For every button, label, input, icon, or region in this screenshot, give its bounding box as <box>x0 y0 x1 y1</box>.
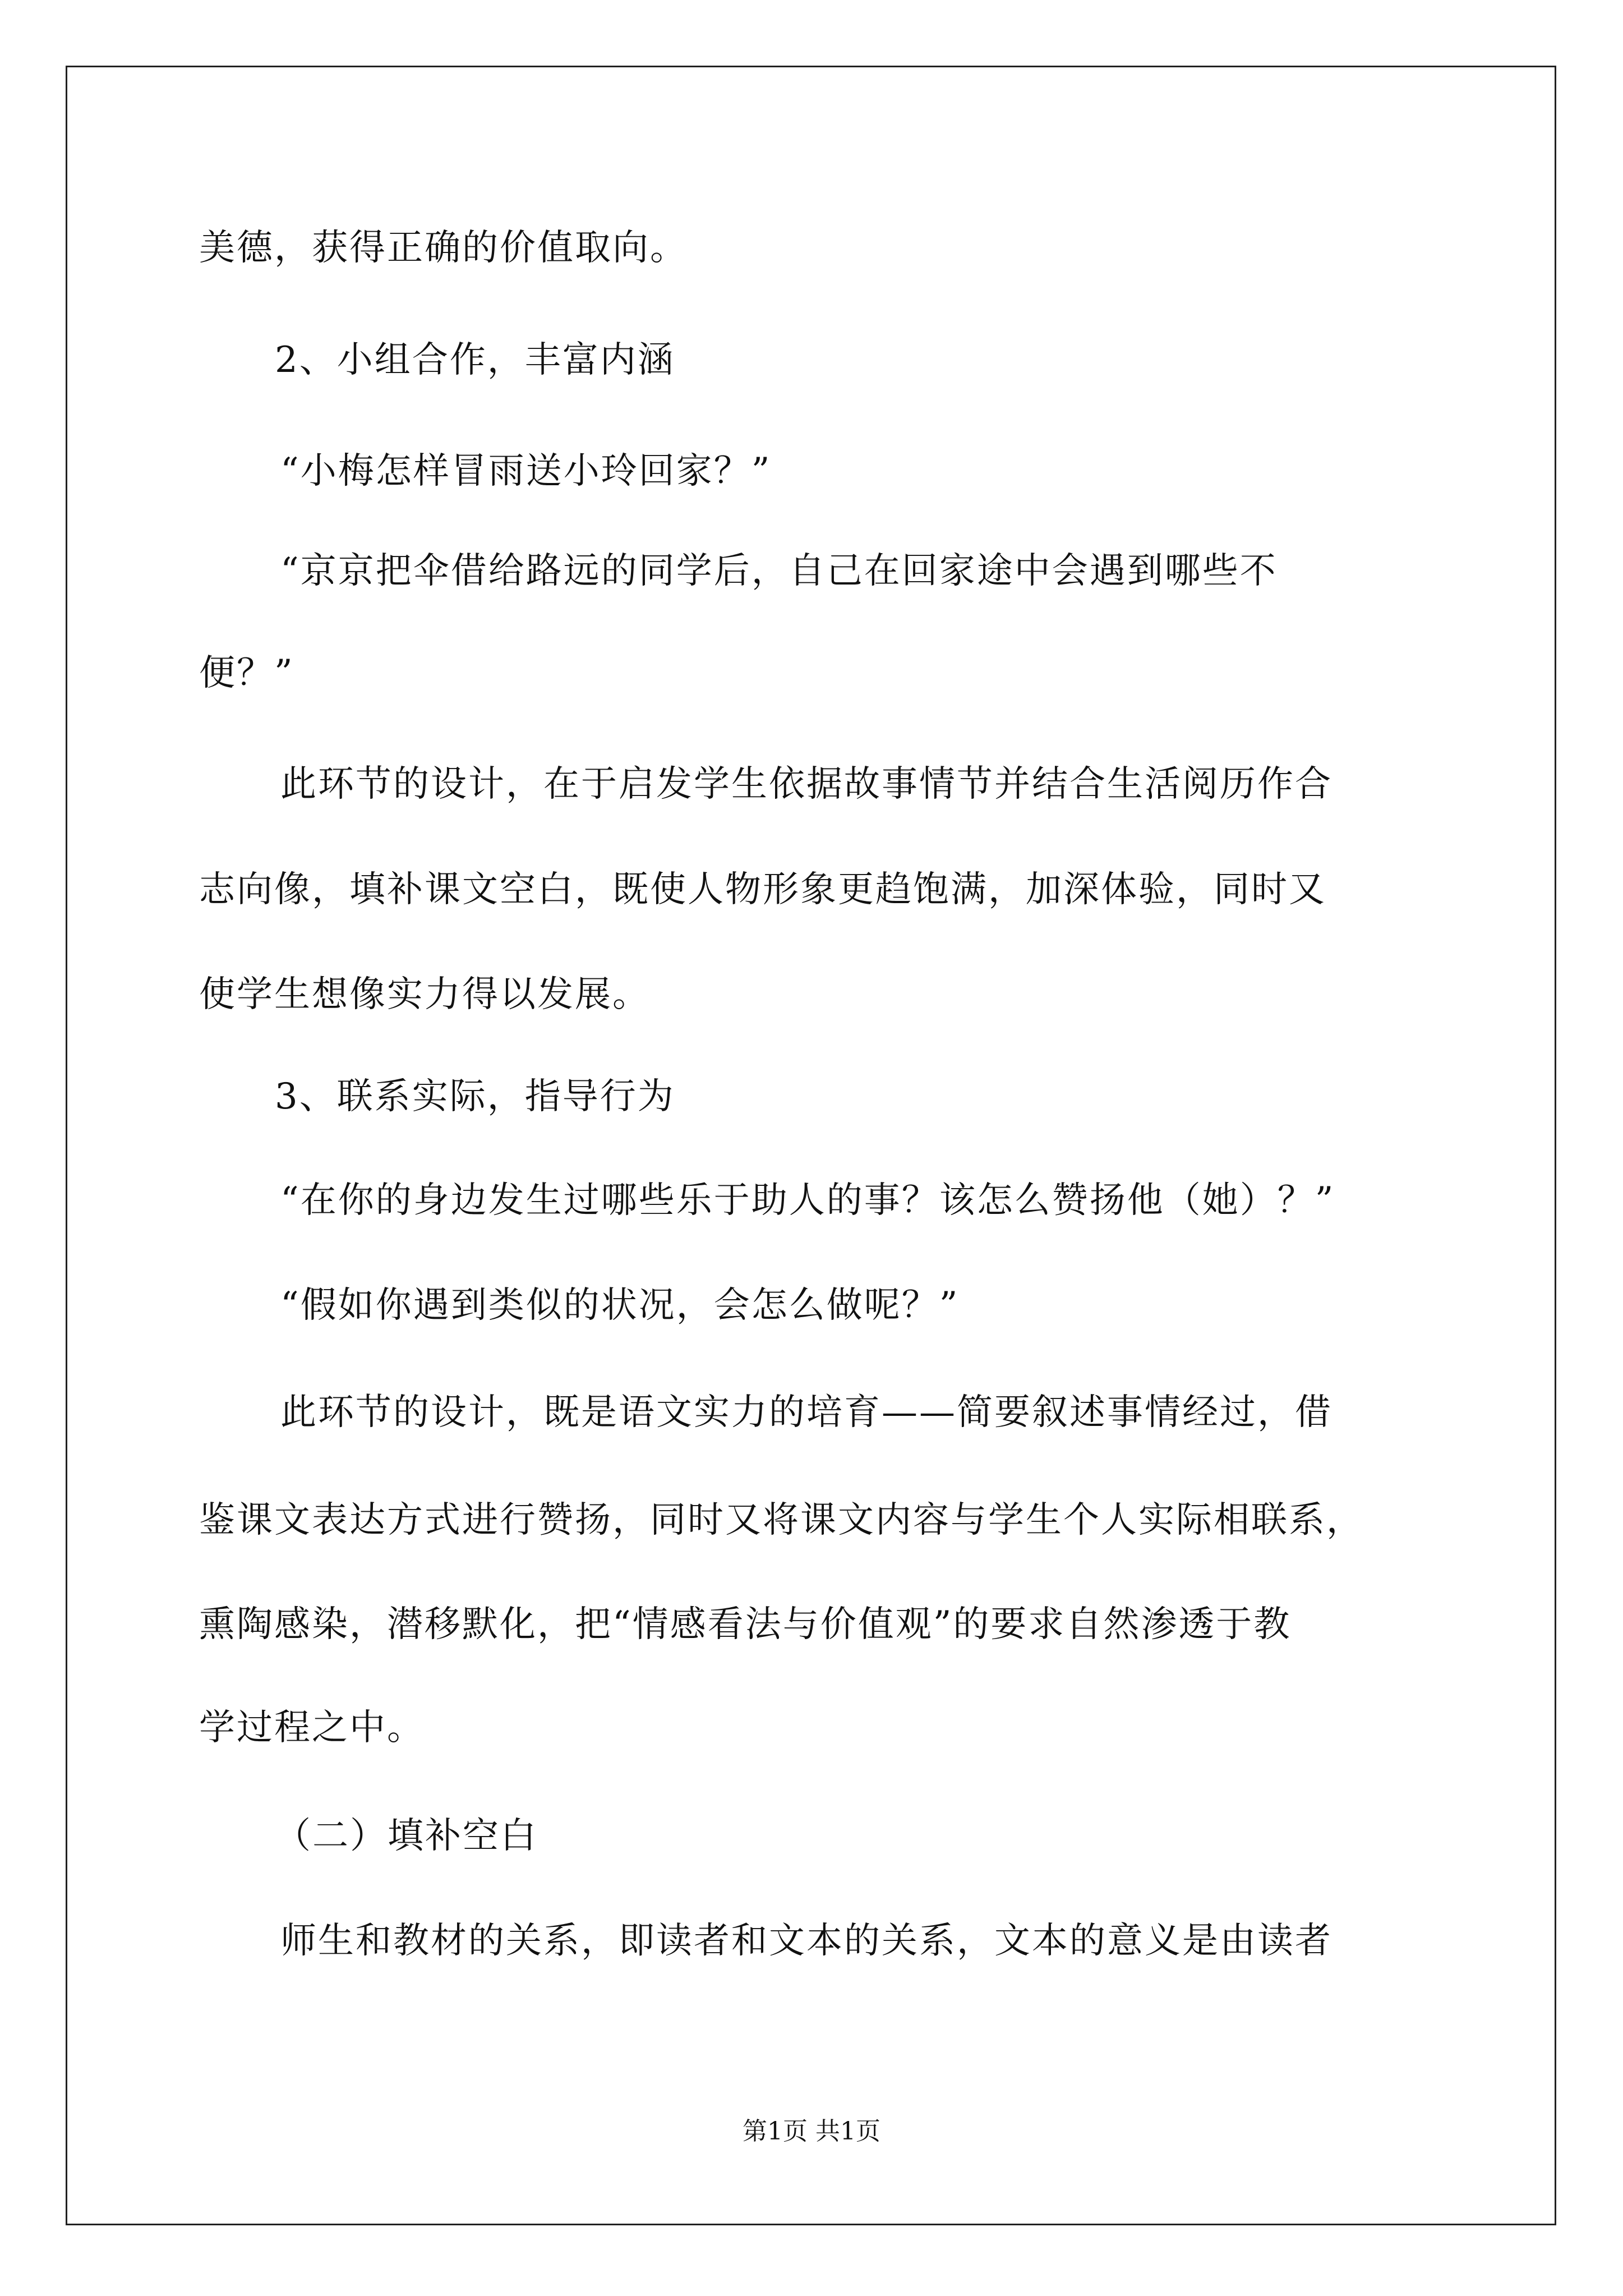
text-line: 志向像，填补课文空白，既使人物形象更趋饱满，加深体验，同时又 <box>199 869 1326 910</box>
text-line: 学过程之中。 <box>199 1707 425 1749</box>
text-line: 此环节的设计，既是语文实力的培育——简要叙述事情经过，借 <box>280 1392 1332 1433</box>
section-heading: （二）填补空白 <box>275 1815 538 1857</box>
page-border <box>66 66 1556 2225</box>
text-line: 师生和教材的关系，即读者和文本的关系，文本的意义是由读者 <box>280 1920 1332 1962</box>
text-line: 熏陶感染，潜移默化，把“情感看法与价值观”的要求自然渗透于教 <box>199 1604 1292 1645</box>
text-line: “京京把伞借给路远的同学后，自己在回家途中会遇到哪些不 <box>280 550 1278 592</box>
text-line: 此环节的设计，在于启发学生依据故事情节并结合生活阅历作合 <box>280 763 1332 805</box>
text-line: “假如你遇到类似的状况，会怎么做呢？” <box>280 1285 960 1326</box>
section-heading: 3、联系实际，指导行为 <box>275 1076 675 1117</box>
text-line: 便？” <box>199 652 294 694</box>
text-line: 鉴课文表达方式进行赞扬，同时又将课文内容与学生个人实际相联系， <box>199 1499 1364 1541</box>
text-line: 美德，获得正确的价值取向。 <box>199 227 688 269</box>
text-line: “在你的身边发生过哪些乐于助人的事？该怎么赞扬他（她）？” <box>280 1180 1335 1221</box>
section-heading: 2、小组合作，丰富内涵 <box>275 339 675 381</box>
text-line: “小梅怎样冒雨送小玲回家？” <box>280 450 772 492</box>
text-line: 使学生想像实力得以发展。 <box>199 974 650 1015</box>
page-footer: 第1页 共1页 <box>743 2117 880 2146</box>
